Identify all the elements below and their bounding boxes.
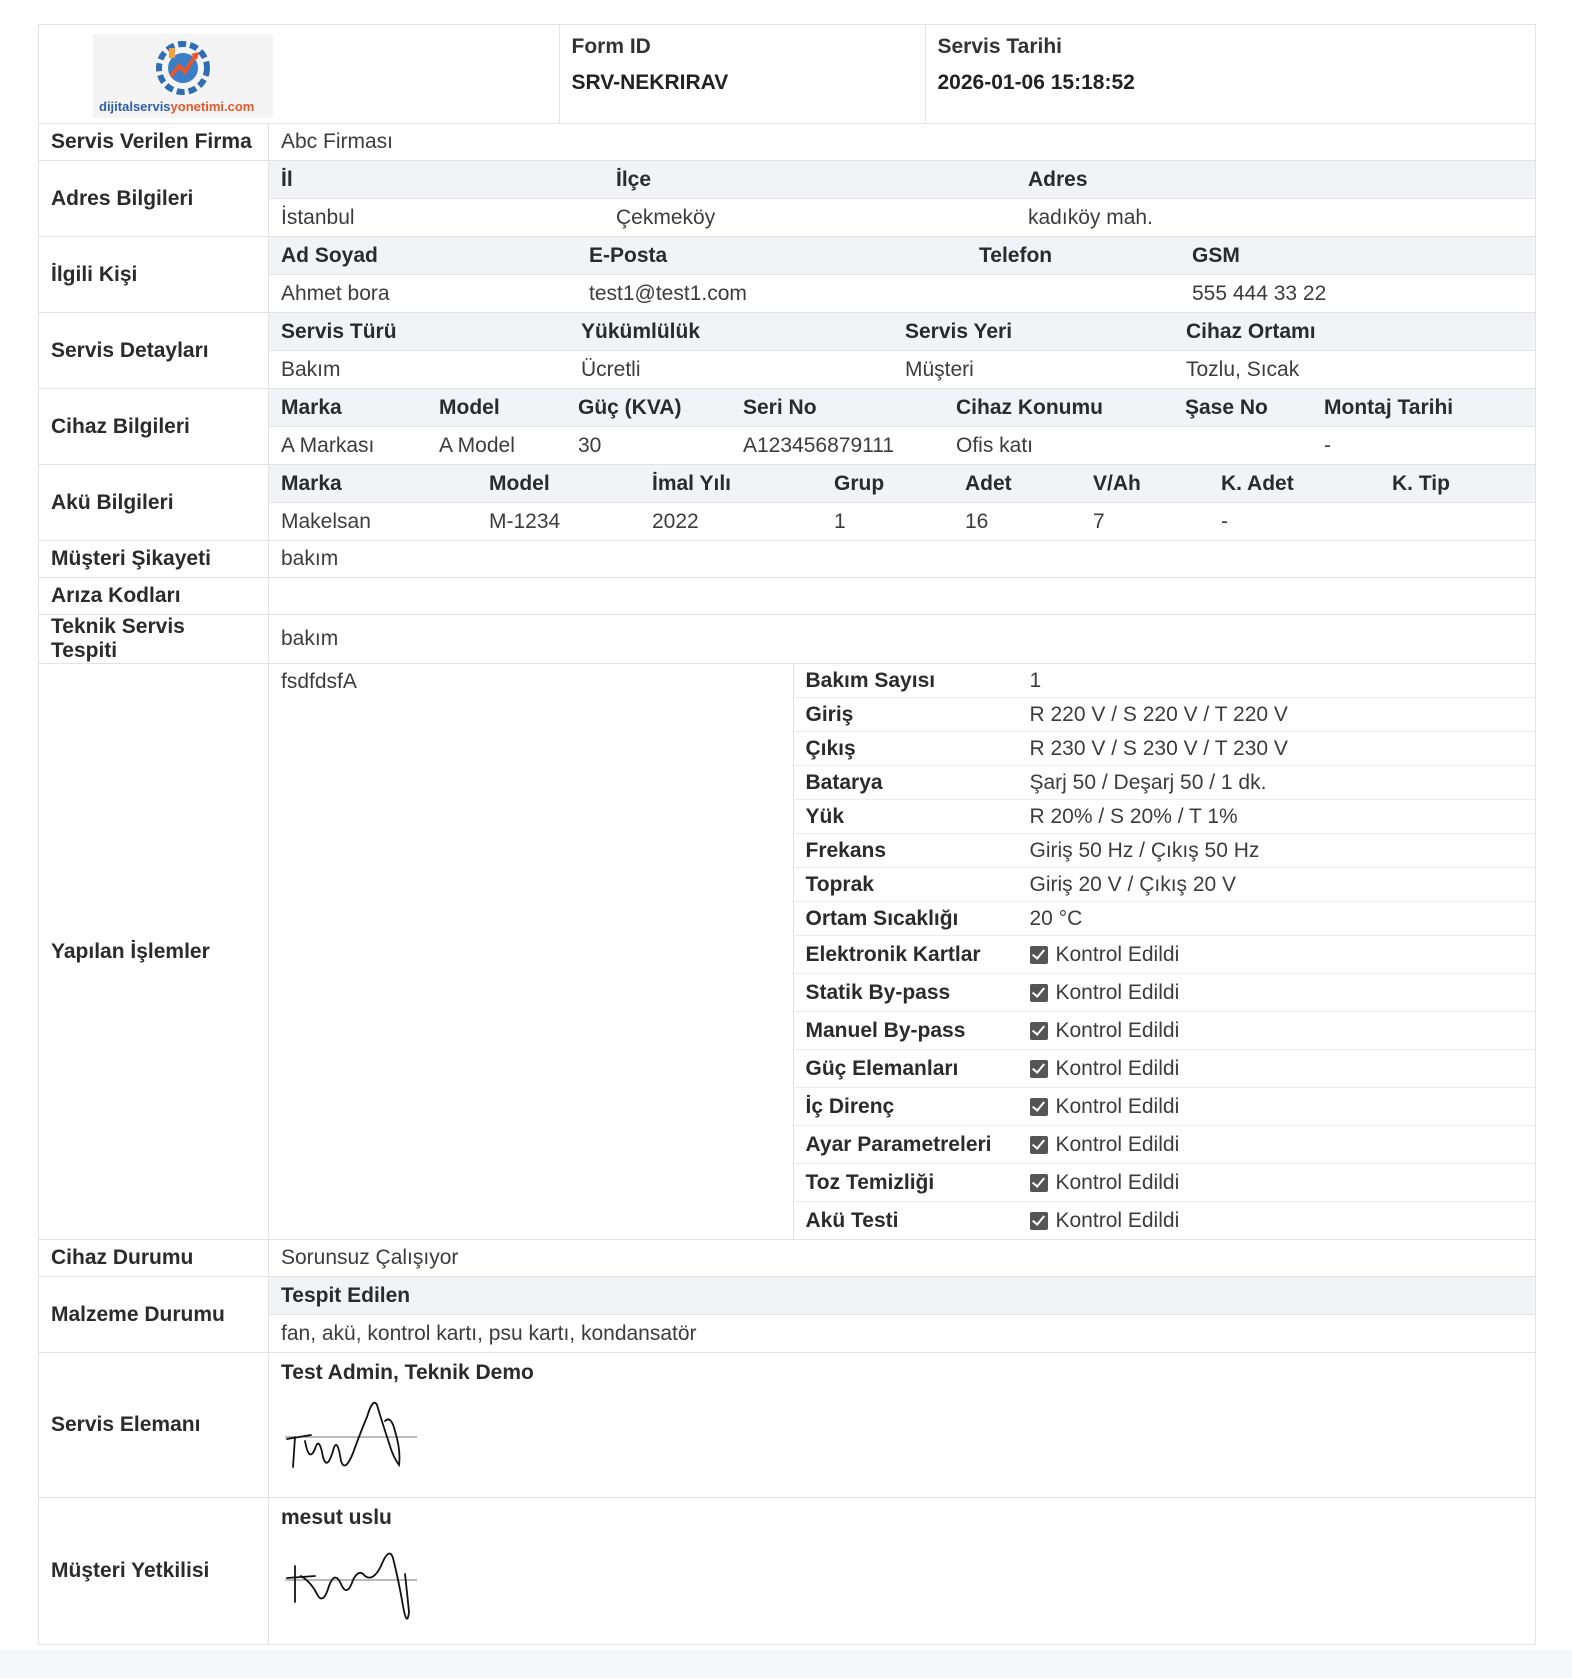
frequency-key: Frekans [794, 834, 1018, 868]
form-id-cell [559, 25, 925, 123]
service-place-value: Müşteri [893, 351, 1174, 389]
battery-count-header: Adet [953, 465, 1081, 503]
input-voltage-key: Giriş [794, 698, 1018, 732]
customer-rep-signature [281, 1536, 421, 1632]
address-header-adres: Adres [1016, 161, 1535, 199]
checkbox-checked-icon [1030, 1060, 1048, 1078]
contact-header-phone: Telefon [967, 237, 1180, 275]
ambient-temp-key: Ortam Sıcaklığı [794, 902, 1018, 936]
power-elements-check: Kontrol Edildi [1018, 1050, 1536, 1088]
contact-label: İlgili Kişi [39, 237, 269, 313]
material-value: fan, akü, kontrol kartı, psu kartı, kondansatör [269, 1315, 1535, 1353]
material-label: Malzeme Durumu [39, 1277, 269, 1353]
battery-table [269, 465, 1536, 541]
power-elements-key: Güç Elemanları [794, 1050, 1018, 1088]
contact-value-phone [967, 275, 1180, 313]
finding-label: Teknik Servis Tespiti [39, 615, 269, 664]
obligation-header: Yükümlülük [569, 313, 893, 351]
battery-test-check: Kontrol Edildi [1018, 1202, 1536, 1240]
service-staff-label: Servis Elemanı [39, 1353, 269, 1498]
maintenance-count-key: Bakım Sayısı [794, 664, 1018, 698]
battery-year-value: 2022 [640, 503, 822, 541]
logo-cell [39, 25, 559, 123]
maintenance-count-value: 1 [1018, 664, 1536, 698]
checkbox-checked-icon [1030, 984, 1048, 1002]
battery-value: Şarj 50 / Deşarj 50 / 1 dk. [1018, 766, 1536, 800]
device-power-value: 30 [566, 427, 731, 465]
contact-header-name: Ad Soyad [269, 237, 577, 275]
device-location-value: Ofis katı [944, 427, 1173, 465]
battery-model-value: M-1234 [477, 503, 640, 541]
device-location-header: Cihaz Konumu [944, 389, 1173, 427]
contact-table [269, 237, 1536, 313]
customer-rep-name: mesut uslu [281, 1506, 392, 1529]
battery-label: Akü Bilgileri [39, 465, 269, 541]
load-value: R 20% / S 20% / T 1% [1018, 800, 1536, 834]
service-details-table [269, 313, 1536, 389]
customer-rep-label: Müşteri Yetkilisi [39, 1498, 269, 1645]
battery-k-type-header: K. Tip [1380, 465, 1535, 503]
device-model-header: Model [427, 389, 566, 427]
internal-resistance-key: İç Direnç [794, 1088, 1018, 1126]
device-brand-header: Marka [269, 389, 427, 427]
checkbox-checked-icon [1030, 1212, 1048, 1230]
battery-k-type-value [1380, 503, 1535, 541]
device-install-date-header: Montaj Tarihi [1312, 389, 1535, 427]
service-details-label: Servis Detayları [39, 313, 269, 389]
service-date-cell [925, 25, 1535, 123]
input-voltage-value: R 220 V / S 220 V / T 220 V [1018, 698, 1536, 732]
device-brand-value: A Markası [269, 427, 427, 465]
address-header-il: İl [269, 161, 604, 199]
device-status-value: Sorunsuz Çalışıyor [269, 1240, 1536, 1277]
device-model-value: A Model [427, 427, 566, 465]
battery-key: Batarya [794, 766, 1018, 800]
checkbox-checked-icon [1030, 1136, 1048, 1154]
device-serial-header: Seri No [731, 389, 944, 427]
address-label: Adres Bilgileri [39, 161, 269, 237]
static-bypass-key: Statik By-pass [794, 974, 1018, 1012]
frequency-value: Giriş 50 Hz / Çıkış 50 Hz [1018, 834, 1536, 868]
complaint-label: Müşteri Şikayeti [39, 541, 269, 578]
contact-header-gsm: GSM [1180, 237, 1535, 275]
load-key: Yük [794, 800, 1018, 834]
address-value-ilce: Çekmeköy [604, 199, 1016, 237]
form-id-value: SRV-NEKRIRAV [571, 71, 729, 94]
service-type-header: Servis Türü [269, 313, 569, 351]
output-voltage-key: Çıkış [794, 732, 1018, 766]
device-label: Cihaz Bilgileri [39, 389, 269, 465]
operations-notes: fsdfdsfA [269, 664, 793, 1239]
service-type-value: Bakım [269, 351, 569, 389]
battery-vah-header: V/Ah [1081, 465, 1209, 503]
battery-k-count-header: K. Adet [1209, 465, 1380, 503]
logo-text: dijitalservisyonetimi.com [99, 99, 255, 114]
obligation-value: Ücretli [569, 351, 893, 389]
output-voltage-value: R 230 V / S 230 V / T 230 V [1018, 732, 1536, 766]
device-install-date-value: - [1312, 427, 1535, 465]
service-date-value: 2026-01-06 15:18:52 [937, 71, 1135, 94]
settings-params-check: Kontrol Edildi [1018, 1126, 1536, 1164]
service-staff-signature [281, 1391, 421, 1477]
contact-header-email: E-Posta [577, 237, 967, 275]
service-date-label: Servis Tarihi [937, 35, 1063, 58]
address-value-adres: kadıköy mah. [1016, 199, 1535, 237]
checkbox-checked-icon [1030, 1022, 1048, 1040]
complaint-value: bakım [269, 541, 1536, 578]
service-form-table [38, 24, 1536, 1645]
battery-k-count-value: - [1209, 503, 1380, 541]
device-power-header: Güç (KVA) [566, 389, 731, 427]
battery-year-header: İmal Yılı [640, 465, 822, 503]
material-table [269, 1277, 1536, 1353]
battery-vah-value: 7 [1081, 503, 1209, 541]
company-logo [93, 34, 273, 118]
ambient-temp-value: 20 °C [1018, 902, 1536, 936]
checkbox-checked-icon [1030, 1174, 1048, 1192]
battery-brand-value: Makelsan [269, 503, 477, 541]
contact-value-gsm: 555 444 33 22 [1180, 275, 1535, 313]
service-staff-name: Test Admin, Teknik Demo [281, 1361, 534, 1384]
operations-measurements [793, 664, 1535, 1239]
dust-cleaning-key: Toz Temizliği [794, 1164, 1018, 1202]
form-id-label: Form ID [571, 35, 651, 58]
service-place-header: Servis Yeri [893, 313, 1174, 351]
device-table [269, 389, 1536, 465]
settings-params-key: Ayar Parametreleri [794, 1126, 1018, 1164]
checkbox-checked-icon [1030, 946, 1048, 964]
form-header [39, 25, 1536, 124]
internal-resistance-check: Kontrol Edildi [1018, 1088, 1536, 1126]
device-environment-header: Cihaz Ortamı [1174, 313, 1535, 351]
device-chassis-value [1173, 427, 1312, 465]
company-value: Abc Firması [269, 124, 1536, 161]
checkbox-checked-icon [1030, 1098, 1048, 1116]
electronic-cards-check: Kontrol Edildi [1018, 936, 1536, 974]
address-value-il: İstanbul [269, 199, 604, 237]
battery-group-value: 1 [822, 503, 953, 541]
manual-bypass-check: Kontrol Edildi [1018, 1012, 1536, 1050]
contact-value-name: Ahmet bora [269, 275, 577, 313]
battery-model-header: Model [477, 465, 640, 503]
finding-value: bakım [269, 615, 1536, 664]
ground-value: Giriş 20 V / Çıkış 20 V [1018, 868, 1536, 902]
operations-label: Yapılan İşlemler [39, 664, 269, 1240]
company-label: Servis Verilen Firma [39, 124, 269, 161]
address-table [269, 161, 1536, 237]
service-staff-cell [269, 1353, 1536, 1498]
battery-brand-header: Marka [269, 465, 477, 503]
device-serial-value: A123456879111 [731, 427, 944, 465]
material-header: Tespit Edilen [269, 1277, 1535, 1315]
battery-count-value: 16 [953, 503, 1081, 541]
device-status-label: Cihaz Durumu [39, 1240, 269, 1277]
fault-codes-value [269, 578, 1536, 615]
customer-rep-cell [269, 1498, 1536, 1645]
electronic-cards-key: Elektronik Kartlar [794, 936, 1018, 974]
battery-test-key: Akü Testi [805, 1208, 899, 1232]
device-environment-value: Tozlu, Sıcak [1174, 351, 1535, 389]
address-header-ilce: İlçe [604, 161, 1016, 199]
static-bypass-check: Kontrol Edildi [1018, 974, 1536, 1012]
device-chassis-header: Şase No [1173, 389, 1312, 427]
fault-codes-label: Arıza Kodları [39, 578, 269, 615]
dust-cleaning-check: Kontrol Edildi [1018, 1164, 1536, 1202]
contact-value-email: test1@test1.com [577, 275, 967, 313]
ground-key: Toprak [794, 868, 1018, 902]
manual-bypass-key: Manuel By-pass [794, 1012, 1018, 1050]
operations-cell [269, 664, 1536, 1240]
battery-group-header: Grup [822, 465, 953, 503]
